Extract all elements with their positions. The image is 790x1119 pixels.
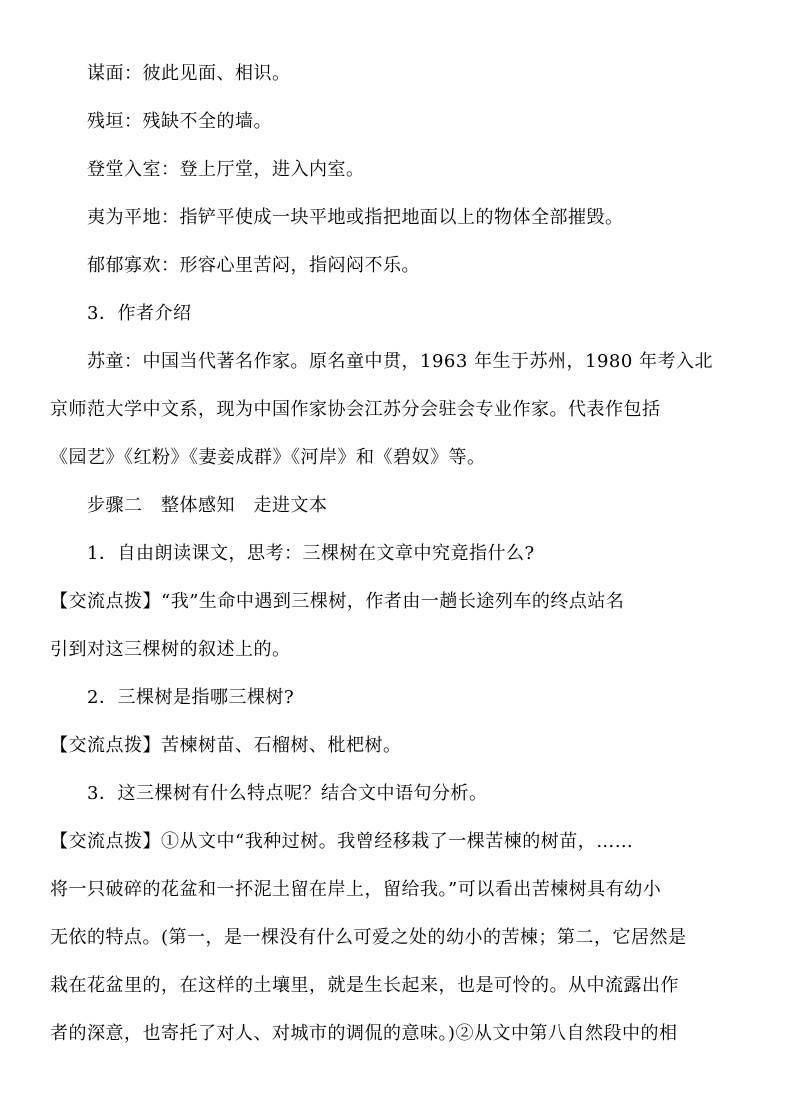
step-two-heading: 步骤二 整体感知 走进文本 xyxy=(87,495,328,516)
vocab-dengtangrushi: 登堂入室：登上厅堂，进入内室。 xyxy=(87,159,365,180)
answer-2: 【交流点拨】苦楝树苗、石榴树、枇杷树。 xyxy=(50,735,402,756)
answer-3-line: 【交流点拨】①从文中“我种过树。我曾经移栽了一棵苦楝的树苗，…… xyxy=(50,831,634,852)
section-heading-author: 3．作者介绍 xyxy=(87,303,192,324)
answer-1-line: 引到对这三棵树的叙述上的。 xyxy=(50,639,291,660)
answer-3-line: 栽在花盆里的，在这样的土壤里，就是生长起来，也是可怜的。从中流露出作 xyxy=(50,975,679,996)
question-3: 3．这三棵树有什么特点呢？结合文中语句分析。 xyxy=(87,783,488,804)
author-paragraph-line: 《园艺》《红粉》《妻妾成群》《河岸》和《碧奴》等。 xyxy=(50,447,486,468)
answer-3-line: 将一只破碎的花盆和一抔泥土留在岸上，留给我。”可以看出苦楝树具有幼小 xyxy=(50,879,662,900)
author-paragraph-line: 京师范大学中文系，现为中国作家协会江苏分会驻会专业作家。代表作包括 xyxy=(50,399,661,420)
answer-1-line: 【交流点拨】“我”生命中遇到三棵树，作者由一趟长途列车的终点站名 xyxy=(50,591,625,612)
question-2: 2．三棵树是指哪三棵树? xyxy=(87,687,295,708)
vocab-canyuan: 残垣：残缺不全的墙。 xyxy=(87,111,272,132)
answer-3-line: 无依的特点。(第一，是一棵没有什么可爱之处的幼小的苦楝；第二，它居然是 xyxy=(50,927,687,948)
answer-3-line: 者的深意，也寄托了对人、对城市的调侃的意味。)②从文中第八自然段中的相 xyxy=(50,1023,678,1044)
question-1: 1．自由朗读课文，思考：三棵树在文章中究竟指什么? xyxy=(87,543,535,564)
author-paragraph-line: 苏童：中国当代著名作家。原名童中贯，1963 年生于苏州，1980 年考入北 xyxy=(87,351,714,372)
vocab-yuyuguahuan: 郁郁寡欢：形容心里苦闷，指闷闷不乐。 xyxy=(87,255,420,276)
vocab-yiweipingdi: 夷为平地：指铲平使成一块平地或指把地面以上的物体全部摧毁。 xyxy=(87,207,624,228)
vocab-moumian: 谋面：彼此见面、相识。 xyxy=(87,63,291,84)
